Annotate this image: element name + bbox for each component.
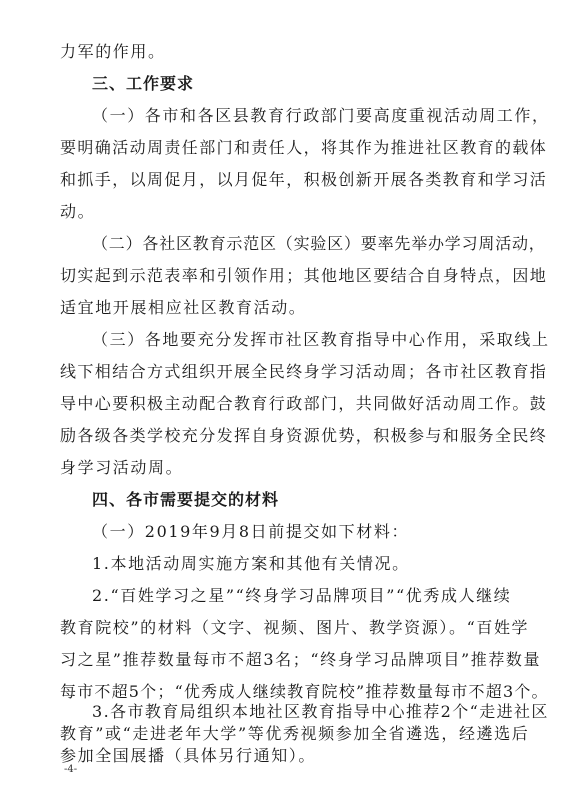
text-line: 1.本地活动周实施方案和其他有关情况。: [92, 554, 410, 573]
text-line: 励各级各类学校充分发挥自身资源优势，积极参与和服务全民终: [60, 426, 548, 445]
text-line: 每市不超5个；“优秀成人继续教育院校”推荐数量每市不超3个。: [60, 682, 549, 701]
text-line: 力军的作用。: [60, 42, 166, 61]
text-line: 线下相结合方式组织开展全民终身学习活动周；各市社区教育指: [60, 362, 548, 381]
text-line: 要明确活动周责任部门和责任人，将其作为推进社区教育的载体: [60, 138, 548, 157]
text-line: 教育院校”的材料（文字、视频、图片、教学资源）。“百姓学: [60, 618, 530, 637]
text-line: （二）各社区教育示范区（实验区）要率先举办学习周活动，: [92, 234, 546, 253]
text-line: （一）各市和各区县教育行政部门要高度重视活动周工作，: [92, 106, 550, 125]
text-line: 切实起到示范表率和引领作用；其他地区要结合自身特点，因地: [60, 266, 548, 285]
text-line: （三）各地要充分发挥市社区教育指导中心作用，采取线上: [92, 330, 550, 349]
text-line: 参加全国展播（具体另行通知）。: [60, 746, 317, 765]
text-line: 适宜地开展相应社区教育活动。: [60, 298, 307, 317]
text-line: 动。: [60, 202, 96, 221]
text-line: 教育”或“走进老年大学”等优秀视频参加全省遴选，经遴选后: [60, 724, 530, 743]
page-number: -4-: [64, 764, 78, 775]
text-line: 习之星”推荐数量每市不超3名；“终身学习品牌项目”推荐数量: [60, 650, 542, 669]
section-heading-materials: 四、各市需要提交的材料: [92, 490, 280, 509]
text-line: 身学习活动周。: [60, 458, 184, 477]
text-line: （一）2019年9月8日前提交如下材料：: [92, 522, 410, 541]
text-line: 导中心要积极主动配合教育行政部门，共同做好活动周工作。鼓: [60, 394, 548, 413]
text-line: 2.“百姓学习之星”“终身学习品牌项目”“优秀成人继续: [92, 586, 512, 605]
text-line: 和抓手，以周促月，以月促年，积极创新开展各类教育和学习活: [60, 170, 548, 189]
section-heading-requirements: 三、工作要求: [92, 74, 195, 93]
text-line: 3.各市教育局组织本地社区教育指导中心推荐2个“走进社区: [92, 702, 549, 721]
